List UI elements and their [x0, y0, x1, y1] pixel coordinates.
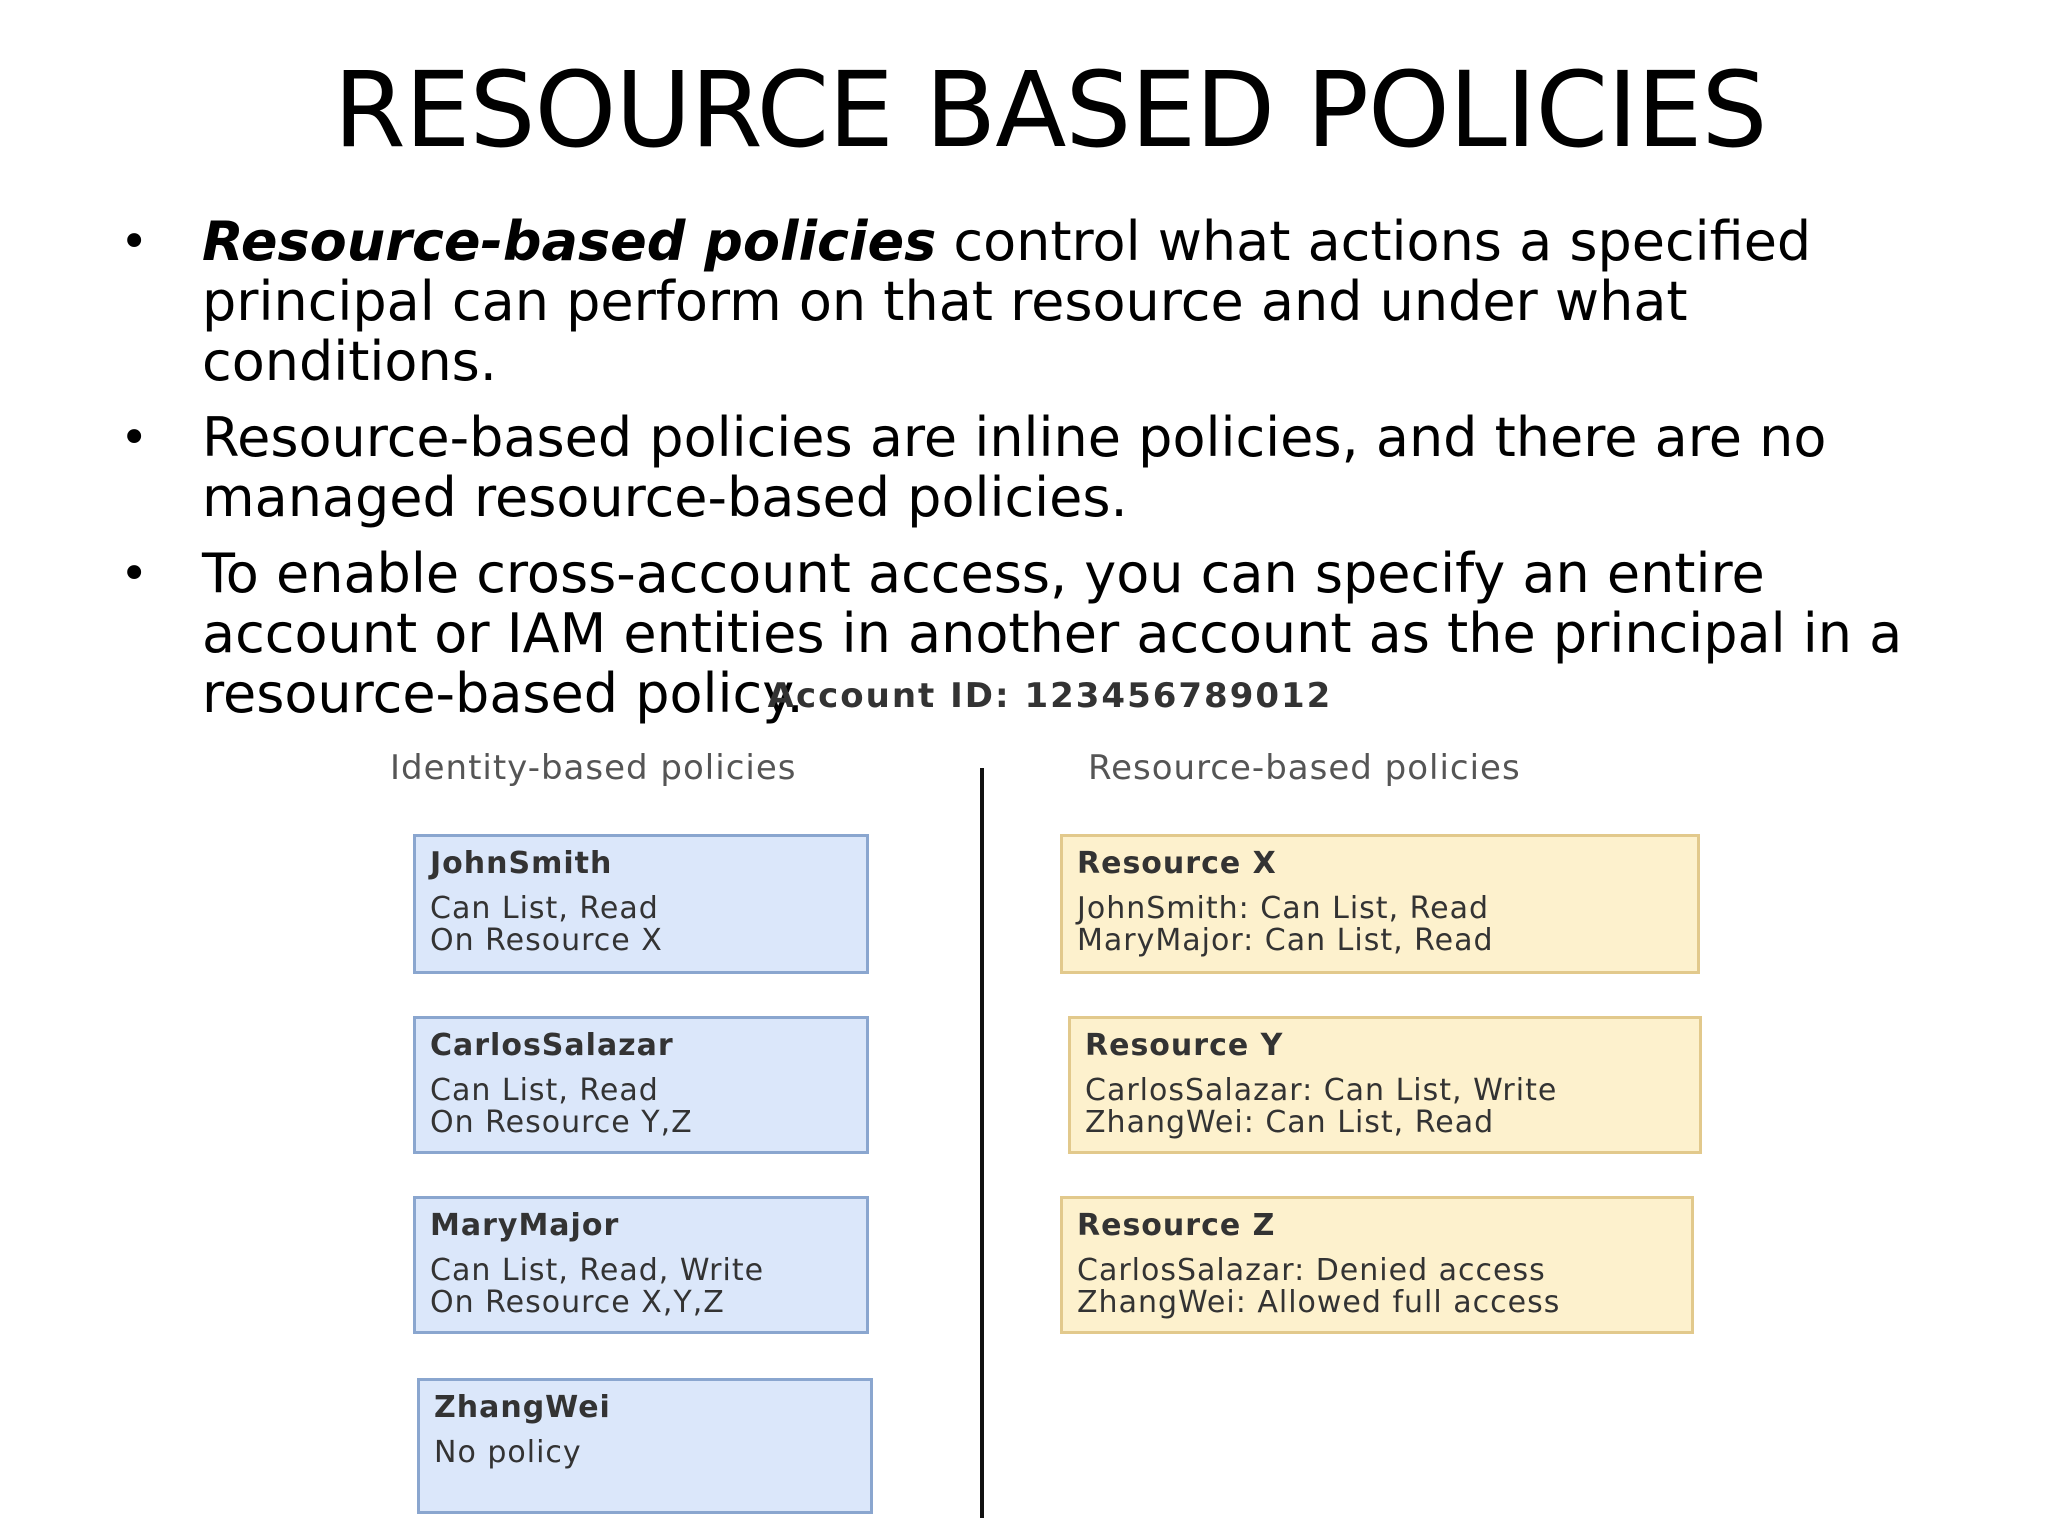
identity-box-carlossalazar — [413, 1016, 869, 1154]
bullet-item — [120, 408, 1920, 528]
identity-box-line: On Resource Y,Z — [430, 1105, 693, 1140]
resource-box-line: MaryMajor: Can List, Read — [1077, 923, 1494, 958]
bullet-dot-icon: • — [120, 546, 149, 602]
identity-box-title: CarlosSalazar — [430, 1028, 674, 1063]
identity-box-line: Can List, Read — [430, 1073, 659, 1108]
bullet-dot-icon: • — [120, 410, 149, 466]
identity-box-zhangwei — [417, 1378, 873, 1514]
identity-box-title: JohnSmith — [430, 846, 613, 881]
resource-box-y — [1068, 1016, 1702, 1154]
bullet-item — [120, 212, 1920, 392]
bullet-term: Resource-based policies — [202, 210, 937, 273]
resource-box-title: Resource Y — [1085, 1028, 1284, 1063]
policy-diagram — [360, 676, 1740, 1536]
resource-box-line: ZhangWei: Allowed full access — [1077, 1285, 1561, 1320]
resource-box-z — [1060, 1196, 1694, 1334]
identity-policies-heading: Identity-based policies — [390, 748, 797, 788]
identity-box-johnsmith — [413, 834, 869, 974]
identity-box-title: MaryMajor — [430, 1208, 620, 1243]
identity-box-line: On Resource X,Y,Z — [430, 1285, 725, 1320]
resource-box-x — [1060, 834, 1700, 974]
bullet-text: Resource-based policies are inline policies, and there are no managed resource-based policies. — [202, 406, 1827, 529]
account-id-label: Account ID: 123456789012 — [767, 676, 1333, 716]
identity-box-marymajor — [413, 1196, 869, 1334]
column-divider — [980, 768, 984, 1518]
bullet-text: control what actions a specified principal can perform on that resource and under what conditions. — [202, 210, 1812, 393]
resource-box-title: Resource Z — [1077, 1208, 1276, 1243]
slide-title: RESOURCE BASED POLICIES — [333, 49, 1767, 171]
identity-box-title: ZhangWei — [434, 1390, 611, 1425]
bullet-text: To enable cross-account access, you can specify an entire account or IAM entities in another account as the principal in a resource-based policy. — [202, 542, 1903, 725]
resource-box-line: ZhangWei: Can List, Read — [1085, 1105, 1495, 1140]
identity-box-line: No policy — [434, 1435, 582, 1470]
resource-policies-heading: Resource-based policies — [1088, 748, 1521, 788]
resource-box-line: CarlosSalazar: Denied access — [1077, 1253, 1546, 1288]
identity-box-line: On Resource X — [430, 923, 663, 958]
resource-box-line: JohnSmith: Can List, Read — [1077, 891, 1490, 926]
resource-box-line: CarlosSalazar: Can List, Write — [1085, 1073, 1558, 1108]
resource-box-title: Resource X — [1077, 846, 1277, 881]
bullet-dot-icon: • — [120, 214, 149, 270]
bullet-list — [120, 212, 1920, 740]
identity-box-line: Can List, Read — [430, 891, 659, 926]
identity-box-line: Can List, Read, Write — [430, 1253, 765, 1288]
